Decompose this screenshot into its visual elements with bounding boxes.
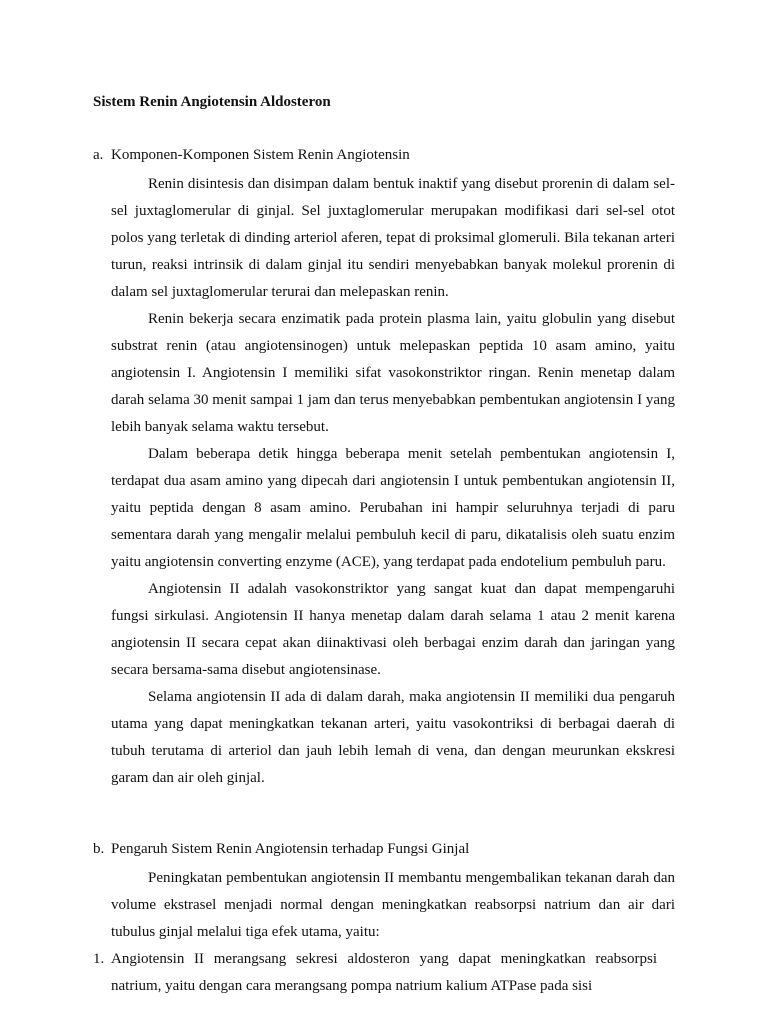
section-b-heading bbox=[93, 839, 675, 859]
section-b-heading-text: Pengaruh Sistem Renin Angiotensin terhadap Fungsi Ginjal bbox=[111, 841, 470, 857]
paragraph: Renin disintesis dan disimpan dalam bentuk inaktif yang disebut prorenin di dalam sel-sel juxtaglomerular di ginjal. Sel juxtaglomerular merupakan modifikasi dari sel-sel otot polos yang terletak di dinding arteriol aferen, tepat di proksimal glomeruli. Bila tekanan arteri turun, reaksi intrinsik di dalam ginjal itu sendiri menyebabkan banyak molekul prorenin di dalam sel juxtaglomerular terurai dan melepaskan renin. bbox=[111, 176, 675, 300]
section-a-heading-text: Komponen-Komponen Sistem Renin Angiotensin bbox=[111, 147, 410, 163]
section-b-letter: b. bbox=[93, 841, 105, 857]
paragraph: Renin bekerja secara enzimatik pada protein plasma lain, yaitu globulin yang disebut substrat renin (atau angiotensinogen) untuk melepaskan peptida 10 asam amino, yaitu angiotensin I. Angiotensin I memiliki sifat vasokonstriktor ringan. Renin menetap dalam darah selama 30 menit sampai 1 jam dan terus menyebabkan pembentukan angiotensin I yang lebih banyak selama waktu tersebut. bbox=[111, 311, 675, 435]
section-a-letter: a. bbox=[93, 147, 104, 163]
list-item bbox=[93, 946, 675, 1000]
section-b-body bbox=[111, 865, 675, 946]
list-item-number: 1. bbox=[93, 951, 105, 967]
list-item-text: Angiotensin II merangsang sekresi aldosteron yang dapat meningkatkan reabsorpsi natrium, yaitu dengan cara merangsang pompa natrium kalium ATPase pada sisi bbox=[111, 951, 657, 994]
section-a-body bbox=[111, 171, 675, 792]
section-a bbox=[93, 145, 675, 792]
paragraph: Dalam beberapa detik hingga beberapa menit setelah pembentukan angiotensin I, terdapat dua asam amino yang dipecah dari angiotensin I untuk pembentukan angiotensin II, yaitu peptida dengan 8 asam amino. Perubahan ini hampir seluruhnya terjadi di paru sementara darah yang mengalir melalui pembuluh kecil di paru, dikatalisis oleh suatu enzim yaitu angiotensin converting enzyme (ACE), yang terdapat pada endotelium pembuluh paru. bbox=[111, 446, 675, 570]
paragraph: Peningkatan pembentukan angiotensin II membantu mengembalikan tekanan darah dan volume ekstrasel menjadi normal dengan meningkatkan reabsorpsi natrium dan air dari tubulus ginjal melalui tiga efek utama, yaitu: bbox=[111, 870, 675, 940]
paragraph: Selama angiotensin II ada di dalam darah, maka angiotensin II memiliki dua pengaruh utama yang dapat meningkatkan tekanan arteri, yaitu vasokontriksi di berbagai daerah di tubuh terutama di arteriol dan jauh lebih lemah di vena, dan dengan meurunkan ekskresi garam dan air oleh ginjal. bbox=[111, 689, 675, 786]
effects-list bbox=[93, 946, 675, 1000]
section-b bbox=[93, 839, 675, 1000]
paragraph: Angiotensin II adalah vasokonstriktor yang sangat kuat dan dapat mempengaruhi fungsi sirkulasi. Angiotensin II hanya menetap dalam darah selama 1 atau 2 menit karena angiotensin II secara cepat akan diinaktivasi oleh berbagai enzim darah dan jaringan yang secara bersama-sama disebut angiotensinase. bbox=[111, 581, 675, 678]
section-a-heading bbox=[93, 145, 675, 165]
document-title: Sistem Renin Angiotensin Aldosteron bbox=[93, 94, 331, 110]
